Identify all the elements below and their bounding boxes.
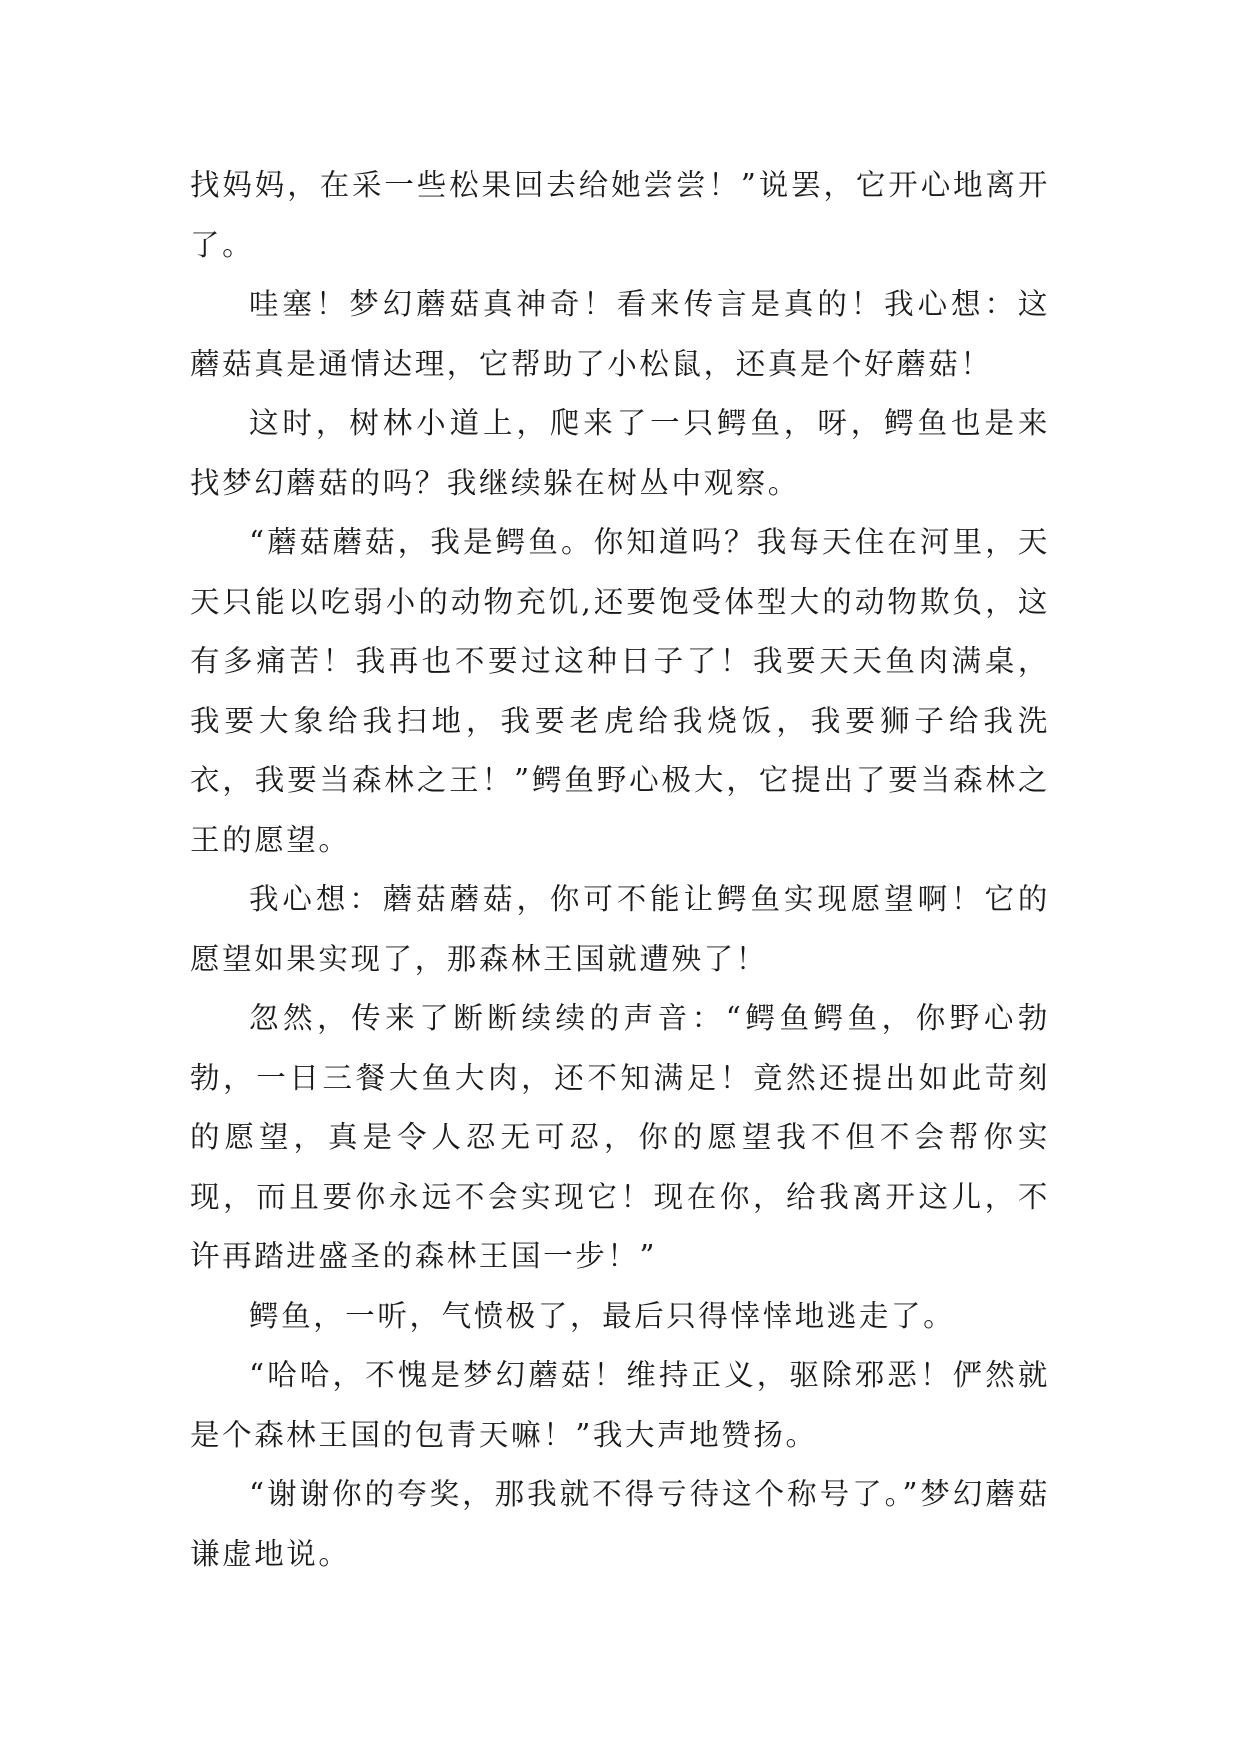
paragraph: 我心想：蘑菇蘑菇，你可不能让鳄鱼实现愿望啊！它的愿望如果实现了，那森林王国就遭殃了！ (190, 882, 1050, 976)
paragraph: “谢谢你的夸奖，那我就不得亏待这个称号了。”梦幻蘑菇谦虚地说。 (190, 1477, 1050, 1571)
document-body (190, 156, 1050, 1584)
paragraph: 找妈妈，在采一些松果回去给她尝尝！”说罢，它开心地离开了。 (190, 168, 1050, 262)
paragraph: 忽然，传来了断断续续的声音：“鳄鱼鳄鱼，你野心勃勃，一日三餐大鱼大肉，还不知满足！竟然还提出如此苛刻的愿望，真是令人忍无可忍，你的愿望我不但不会帮你实现，而且要你永远不会实现它！现在你，给我离开这儿，不许再踏进盛圣的森林王国一步！” (190, 1001, 1050, 1273)
paragraph: 哇塞！梦幻蘑菇真神奇！看来传言是真的！我心想：这蘑菇真是通情达理，它帮助了小松鼠，还真是个好蘑菇！ (190, 287, 1050, 381)
paragraph: 鳄鱼，一听，气愤极了，最后只得悻悻地逃走了。 (249, 1298, 956, 1333)
paragraph: “哈哈，不愧是梦幻蘑菇！维持正义，驱除邪恶！俨然就是个森林王国的包青天嘛！”我大声地赞扬。 (190, 1358, 1050, 1452)
paragraph: 这时，树林小道上，爬来了一只鳄鱼，呀，鳄鱼也是来找梦幻蘑菇的吗？我继续躲在树丛中观察。 (190, 406, 1050, 500)
paragraph: “蘑菇蘑菇，我是鳄鱼。你知道吗？我每天住在河里，天天只能以吃弱小的动物充饥,还要饱受体型大的动物欺负，这有多痛苦！我再也不要过这种日子了！我要天天鱼肉满桌，我要大象给我扫地，我要老虎给我烧饭，我要狮子给我洗衣，我要当森林之王！”鳄鱼野心极大，它提出了要当森林之王的愿望。 (190, 525, 1050, 857)
